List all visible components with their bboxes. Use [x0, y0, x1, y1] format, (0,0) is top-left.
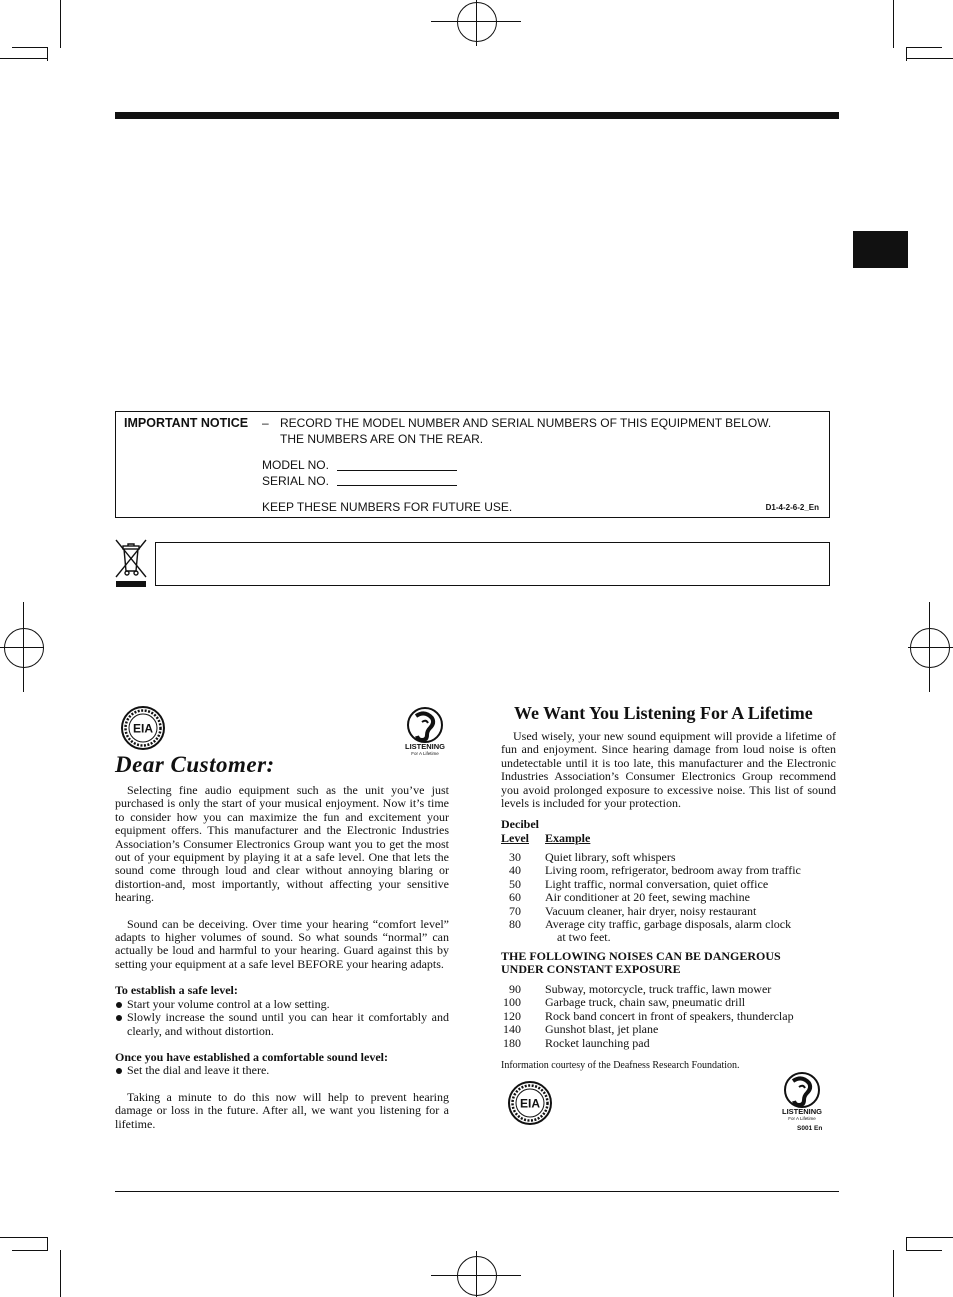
- notice-code: D1-4-2-6-2_En: [765, 503, 819, 512]
- bullet-increase-sound: Slowly increase the sound until you can hear it comfortably and clearly, and without distortion.: [115, 1011, 449, 1038]
- bullet-set-dial: Set the dial and leave it there.: [115, 1064, 449, 1077]
- svg-text:LISTENING: LISTENING: [781, 1107, 823, 1116]
- serial-no-blank[interactable]: [337, 485, 457, 486]
- important-notice-box: [115, 411, 830, 518]
- example-text: Air conditioner at 20 feet, sewing machine: [545, 890, 750, 905]
- model-no-blank[interactable]: [337, 470, 457, 471]
- right-title: We Want You Listening For A Lifetime: [514, 703, 813, 723]
- courtesy-note: Information courtesy of the Deafness Research Foundation.: [501, 1060, 740, 1071]
- example-text: Light traffic, normal conversation, quiet office: [545, 876, 769, 891]
- crossed-bin-icon: [113, 537, 149, 589]
- col-level: Level: [501, 831, 529, 845]
- right-code: S001 En: [797, 1125, 823, 1132]
- header-bar: [115, 112, 839, 119]
- listening-for-a-lifetime-icon: [404, 704, 446, 758]
- right-intro-paragraph: Used wisely, your new sound equipment will provide a lifetime of fun and enjoyment. Since hearing damage from loud noise is often undetectable until it is too late, this manufacturer and the Electronic Industries Association’s Consumer Electronics Group recommend you avoid prolonged exposure to excessive noise. This list of sound levels is included for your protection.: [501, 729, 836, 811]
- paragraph-intro: Selecting fine audio equipment such as the unit you’ve just purchased is only the start of your musical enjoyment. Now it’s time to consider how you can maximize the fun and excitement your equipment offers. This manufacturer and the Electronic Industries Association’s Consumer Electronics Group want you to get the most out of your equipment by playing it at a safe level. One that lets the sound come through loud and clear without annoying blaring or distortion-and, most importantly, without affecting your sensitive hearing.: [115, 783, 449, 905]
- svg-text:EIA: EIA: [132, 721, 154, 736]
- decibel-value: 50: [509, 876, 521, 891]
- decibel-value: 140: [503, 1022, 521, 1037]
- level-80-continuation: at two feet.: [557, 930, 611, 944]
- language-tab: [853, 231, 908, 268]
- example-text: Garbage truck, chain saw, pneumatic drill: [545, 995, 746, 1010]
- right-intro: [501, 730, 836, 810]
- notice-dash: –: [262, 416, 269, 430]
- serial-no-label: SERIAL NO.: [262, 474, 329, 488]
- heading-safe-level: To establish a safe level:: [115, 983, 238, 998]
- paragraph-deceiving: Sound can be deceiving. Over time your hearing “comfort level” adapts to higher volumes of sound. So what sounds “normal” can actually be loud and harmful to your hearing. Guard against this by setting your equipment at a safe level BEFORE your hearing adapts.: [115, 916, 449, 971]
- notice-heading: IMPORTANT NOTICE: [124, 416, 249, 430]
- example-text: Gunshot blast, jet plane: [545, 1022, 659, 1037]
- example-text: Rock band concert in front of speakers, thunderclap: [545, 1008, 794, 1023]
- decibel-value: 80: [509, 917, 521, 931]
- example-text: Rocket launching pad: [545, 1035, 650, 1050]
- eia-seal-icon-2: [507, 1080, 553, 1126]
- bullet-volume-low: Start your volume control at a low setting.: [115, 998, 449, 1011]
- notice-line-2: THE NUMBERS ARE ON THE REAR.: [280, 432, 484, 446]
- eia-seal-icon: [120, 705, 166, 751]
- decibel-value: 60: [509, 890, 521, 905]
- greeting: Dear Customer:: [115, 752, 275, 777]
- col-decibel: Decibel: [501, 817, 539, 831]
- example-text: Vacuum cleaner, hair dryer, noisy restaurant: [545, 903, 757, 918]
- example-text: Living room, refrigerator, bedroom away from traffic: [545, 863, 801, 878]
- decibel-value: 90: [509, 982, 521, 996]
- model-no-label: MODEL NO.: [262, 458, 329, 472]
- decibel-value: 180: [503, 1035, 521, 1050]
- example-text: Subway, motorcycle, truck traffic, lawn mower: [545, 982, 772, 996]
- decibel-value: 100: [503, 995, 521, 1010]
- example-text: Average city traffic, garbage disposals, alarm clock: [545, 917, 792, 931]
- listening-for-a-lifetime-icon-2: [781, 1069, 823, 1123]
- decibel-value: 30: [509, 850, 521, 864]
- footer-rule: [115, 1191, 839, 1192]
- notice-line-1: RECORD THE MODEL NUMBER AND SERIAL NUMBERS OF THIS EQUIPMENT BELOW.: [280, 416, 772, 430]
- decibel-value: 70: [509, 903, 521, 918]
- left-column: [115, 784, 449, 1131]
- danger-heading-2: UNDER CONSTANT EXPOSURE: [501, 962, 681, 976]
- danger-heading-1: THE FOLLOWING NOISES CAN BE DANGEROUS: [501, 949, 781, 963]
- disposal-info-box: [155, 542, 830, 586]
- col-example: Example: [545, 831, 591, 845]
- heading-comfortable-level: Once you have established a comfortable sound level:: [115, 1049, 388, 1064]
- svg-text:For A Lifetime: For A Lifetime: [411, 751, 439, 756]
- svg-text:For A Lifetime: For A Lifetime: [788, 1116, 816, 1121]
- paragraph-closing: Taking a minute to do this now will help to prevent hearing damage or loss in the future. After all, we want you listening for a lifetime.: [115, 1089, 449, 1131]
- example-text: Quiet library, soft whispers: [545, 850, 676, 864]
- decibel-value: 40: [509, 863, 521, 878]
- notice-keep: KEEP THESE NUMBERS FOR FUTURE USE.: [262, 500, 513, 514]
- decibel-value: 120: [503, 1008, 521, 1023]
- svg-text:EIA: EIA: [519, 1096, 541, 1111]
- svg-text:LISTENING: LISTENING: [404, 742, 446, 751]
